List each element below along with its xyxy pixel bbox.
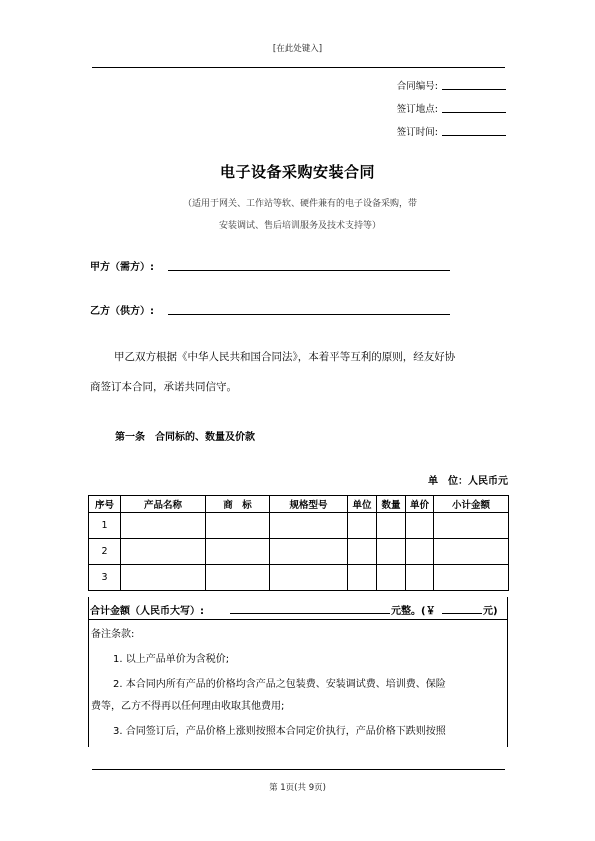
- cell: [406, 513, 434, 539]
- sign-time-label: 签订时间:: [396, 127, 438, 138]
- subtitle-line-1: （适用于网关、工作站等软、硬件兼有的电子设备采购，带: [182, 199, 417, 209]
- party-b-label: 乙方（供方）:: [90, 306, 154, 317]
- cell: [206, 513, 270, 539]
- contract-number-blank: [442, 89, 506, 90]
- intro-paragraph: [90, 342, 508, 402]
- cell: [348, 539, 377, 565]
- cell: [121, 513, 206, 539]
- remarks-title: 备注条款:: [91, 629, 135, 640]
- cell: [270, 539, 348, 565]
- cell: [206, 539, 270, 565]
- table-row: [89, 513, 509, 539]
- cell: [434, 539, 509, 565]
- cell: [348, 513, 377, 539]
- header-product-name: 产品名称: [121, 496, 206, 513]
- page-footer: 第 1页(共 9页): [269, 783, 326, 793]
- total-figure-blank: [442, 613, 482, 614]
- header-trademark: 商 标: [206, 496, 270, 513]
- cell: [121, 565, 206, 591]
- party-a-blank: [168, 270, 450, 271]
- remarks-section: [88, 619, 508, 747]
- cell: [206, 565, 270, 591]
- remark-item-2-line-2: 费等，乙方不得再以任何理由收取其他费用;: [91, 701, 285, 712]
- cell: [434, 565, 509, 591]
- cell: [377, 565, 406, 591]
- intro-line-2: 商签订本合同，承诺共同信守。: [90, 381, 237, 393]
- cell: [377, 539, 406, 565]
- row-index: 2: [89, 539, 121, 565]
- sign-place-label: 签订地点:: [396, 104, 438, 115]
- subtitle-line-2: 安装调试、售后培训服务及技术支持等）: [218, 221, 381, 231]
- article-1-heading: 第一条 合同标的、数量及价款: [115, 432, 255, 443]
- remark-item-1: 1. 以上产品单价为含税价;: [113, 654, 230, 665]
- party-b-blank: [168, 314, 450, 315]
- table-row: [89, 565, 509, 591]
- contract-number-label: 合同编号:: [396, 81, 438, 92]
- sign-place-row: [360, 101, 510, 115]
- party-a-label: 甲方（需方）:: [90, 262, 154, 273]
- cell: [406, 539, 434, 565]
- cell: [406, 565, 434, 591]
- footer-rule: [92, 769, 505, 770]
- row-index: 1: [89, 513, 121, 539]
- sign-time-blank: [442, 135, 506, 136]
- total-suffix: 元整。(￥: [391, 606, 436, 617]
- sign-time-row: [360, 124, 510, 138]
- cell: [121, 539, 206, 565]
- cell: [270, 565, 348, 591]
- items-table: [88, 495, 509, 591]
- remark-item-2-line-1: 2. 本合同内所有产品的价格均含产品之包装费、安装调试费、培训费、保险: [113, 679, 446, 690]
- remark-item-3: 3. 合同签订后，产品价格上涨则按照本合同定价执行，产品价格下跌则按照: [113, 726, 446, 737]
- total-words-blank: [230, 613, 390, 614]
- contract-number-row: [360, 78, 510, 92]
- currency-unit-label: 单 位：人民币元: [428, 476, 508, 487]
- row-index: 3: [89, 565, 121, 591]
- header-subtotal: 小计金额: [434, 496, 509, 513]
- document-subtitle: [150, 193, 450, 237]
- cell: [270, 513, 348, 539]
- intro-line-1: 甲乙双方根据《中华人民共和国合同法》，本着平等互利的原则，经友好协: [114, 351, 456, 363]
- total-amount-row: [88, 597, 508, 620]
- header-rule: [92, 67, 505, 68]
- sign-place-blank: [442, 112, 506, 113]
- header-index: 序号: [89, 496, 121, 513]
- header-quantity: 数量: [377, 496, 406, 513]
- cell: [377, 513, 406, 539]
- total-label: 合计金额（人民币大写）:: [90, 606, 204, 617]
- table-header-row: [89, 496, 509, 513]
- cell: [434, 513, 509, 539]
- header-unit-price: 单价: [406, 496, 434, 513]
- page-header: [在此处键入]: [272, 44, 323, 54]
- total-end: 元): [483, 606, 498, 617]
- table-row: [89, 539, 509, 565]
- cell: [348, 565, 377, 591]
- header-unit: 单位: [348, 496, 377, 513]
- document-title: 电子设备采购安装合同: [219, 163, 375, 181]
- header-model: 规格型号: [270, 496, 348, 513]
